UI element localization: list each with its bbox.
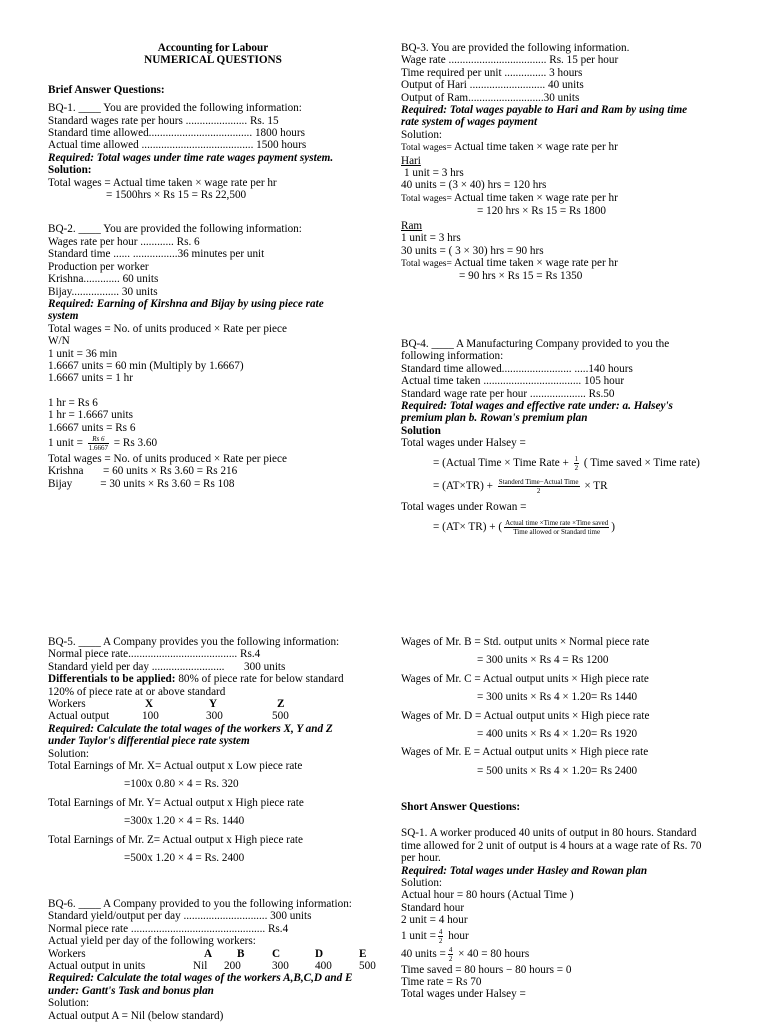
bq2-line: Bijay................. 30 units: [48, 285, 158, 298]
bq4-line: Actual time taken ................................... 105 hour: [401, 375, 625, 388]
sq1-fraction-rhs: hour: [448, 929, 469, 942]
bq6-worker-a: A: [204, 947, 213, 960]
bq4-rowan-den: Time allowed or Standard time: [513, 528, 601, 537]
bq5-block: [48, 636, 388, 864]
bq4-required: Required: Total wages and effective rate under: a. Halsey's: [401, 400, 673, 413]
right-column-top: [401, 42, 731, 283]
bq3-tw-formula: Actual time taken × wage rate per hr: [451, 191, 618, 204]
bq6-workers-row: [48, 948, 388, 960]
sq1-fraction-num: 4: [448, 945, 453, 954]
bq1-block: [48, 102, 378, 201]
bq2-fraction-num: Rs 6: [88, 435, 109, 444]
bq5-output-row: [48, 710, 388, 722]
sq1-line: Actual hour = 80 hours (Actual Time ): [401, 889, 574, 902]
sq1-fraction: [448, 946, 454, 963]
bq4-halsey-lhs: = (Actual Time × Time Rate +: [433, 456, 569, 469]
bq3-hari-line: 1 unit = 3 hrs: [404, 167, 464, 180]
bq3-solution-label: Solution:: [401, 128, 443, 141]
bq6-b-result: = 300 units × Rs 4 = Rs 1200: [477, 654, 609, 667]
sq1-fraction-rhs: × 40 = 80 hours: [458, 947, 530, 960]
bq4-line: Standard wage rate per hour .................... Rs.50: [401, 387, 615, 400]
bq2-line: Standard time ...... ................36 minutes per unit: [48, 248, 265, 261]
bq5-line: [48, 673, 388, 685]
bq4-halsey-num: Standerd Time−Actual Time: [498, 477, 579, 486]
bq2-fraction-den: 1.6667: [88, 443, 108, 452]
bq3-hari-line: 40 units = (3 × 40) hrs = 120 hrs: [401, 179, 547, 192]
bq5-solution-label: Solution:: [48, 747, 90, 760]
bq1-line: Standard time allowed..................................... 1800 hours: [48, 127, 305, 140]
sq1-fraction-lhs: 40 units =: [401, 947, 446, 960]
bq6-output-a: Nil: [193, 960, 208, 973]
sq1-line: Standard hour: [401, 901, 465, 914]
bq3-line: BQ-3. You are provided the following information.: [401, 42, 630, 54]
bq5-worker-y: Y: [209, 698, 218, 711]
bq5-y-line: Total Earnings of Mr. Y= Actual output x High piece rate: [48, 796, 304, 809]
bq1-solution-line: Total wages = Actual time taken × wage rate per hr: [48, 176, 277, 189]
bq6-required: under: Gantt's Task and bonus plan: [48, 984, 214, 997]
bq4-rowan-formula: [401, 519, 741, 536]
bq1-required: Required: Total wages under time rate wages payment system.: [48, 151, 334, 164]
bq2-line: Wages rate per hour ............ Rs. 6: [48, 235, 200, 248]
bq3-line: Output of Hari ........................... 40 units: [401, 79, 584, 92]
bq5-worker-z: Z: [277, 698, 285, 711]
bq6-cut-line: Actual output A = Nil (below standard): [48, 1009, 224, 1022]
bq4-rowan-fraction: [504, 519, 609, 536]
bq3-tw-label: Total wages=: [401, 143, 452, 154]
bq2-required: Required: Earning of Kirshna and Bijay by using piece rate: [48, 297, 324, 310]
bq6-worker-e: E: [359, 947, 367, 960]
bq4-rowan-num: Actual time ×Time rate ×Time saved: [505, 519, 609, 528]
bq3-line: Time required per unit ............... 3 hours: [401, 66, 583, 79]
bq3-ram-heading: Ram: [401, 219, 423, 232]
bq5-line: Normal piece rate....................................... Rs.4: [48, 648, 261, 661]
bq3-tw-label: Total wages=: [401, 258, 452, 269]
bq5-worker-x: X: [145, 698, 154, 711]
sq1-fraction-num: 4: [438, 927, 443, 936]
bq3-ram-line: 1 unit = 3 hrs: [401, 232, 461, 245]
bq4-rowan-heading: Total wages under Rowan =: [401, 500, 527, 513]
bq2-solution-line: 1 hr = Rs 6: [48, 396, 98, 409]
bq5-workers-row: [48, 698, 388, 710]
bq3-line: Output of Ram...........................30 units: [401, 91, 580, 104]
sq1-line: SQ-1. A worker produced 40 units of output in 80 hours. Standard: [401, 827, 697, 840]
bq4-halsey-heading: Total wages under Halsey =: [401, 437, 526, 450]
bq6-worker-d: D: [315, 947, 324, 960]
bq5-y-result: =300x 1.20 × 4 = Rs. 1440: [124, 815, 245, 828]
short-heading: Short Answer Questions:: [401, 801, 521, 813]
bq3-total-wages-line: [401, 192, 731, 205]
bq6-b-line: Wages of Mr. B = Std. output units × Normal piece rate: [401, 636, 650, 648]
bq5-x-result: =100x 0.80 × 4 = Rs. 320: [124, 778, 239, 791]
bq4-halsey-lhs: = (AT×TR) +: [433, 479, 493, 492]
bq4-line: Standard time allowed......................... .....140 hours: [401, 362, 633, 375]
bq5-line: Standard yield per day .......................... 300 units: [48, 660, 286, 673]
bq6-e-result: = 500 units × Rs 4 × 1.20= Rs 2400: [477, 764, 638, 777]
bq3-tw-formula: Actual time taken × wage rate per hr: [451, 256, 618, 269]
bq5-x-line: Total Earnings of Mr. X= Actual output x Low piece rate: [48, 760, 303, 773]
bq4-halsey-num: 1: [574, 454, 579, 463]
bq6-c-line: Wages of Mr. C = Actual output units × High piece rate: [401, 672, 649, 685]
sq1-fraction-line: [401, 928, 746, 945]
bq2-solution-line: Krishna = 60 units × Rs 3.60 = Rs 216: [48, 465, 238, 478]
bq6-required: Required: Calculate the total wages of the workers A,B,C,D and E: [48, 972, 353, 985]
page-subtitle: NUMERICAL QUESTIONS: [144, 54, 282, 67]
bq2-fraction: [88, 435, 109, 452]
bq5-differentials-text: 80% of piece rate for below standard: [175, 673, 344, 686]
sq1-line: Time rate = Rs 70: [401, 976, 482, 989]
bq6-line: Normal piece rate ................................................ Rs.4: [48, 922, 289, 935]
bq2-line: BQ-2. ____ You are provided the following information:: [48, 223, 302, 236]
bq5-z-line: Total Earnings of Mr. Z= Actual output x High piece rate: [48, 833, 304, 846]
bq1-solution-line: = 1500hrs × Rs 15 = Rs 22,500: [106, 189, 247, 202]
sq1-line: time allowed for 2 unit of output is 4 hours at a wage rate of Rs. 70: [401, 839, 702, 852]
bq2-solution-line: W/N: [48, 335, 70, 348]
bq3-ram-line: 30 units = ( 3 × 30) hrs = 90 hrs: [401, 244, 544, 257]
page-title: Accounting for Labour: [157, 42, 269, 54]
brief-heading: Brief Answer Questions:: [48, 83, 165, 96]
bq6-solution-label: Solution:: [48, 997, 90, 1010]
bq4-halsey-formula: [401, 455, 741, 472]
bq4-rowan-rhs: ): [611, 521, 616, 534]
bq5-workers-label: Workers: [48, 698, 86, 711]
bq6-worker-b: B: [237, 947, 245, 960]
bq5-line: 120% of piece rate at or above standard: [48, 685, 226, 698]
bq2-required: system: [48, 310, 79, 323]
bq5-output-z: 500: [272, 710, 289, 723]
bq5-z-result: =500x 1.20 × 4 = Rs. 2400: [124, 852, 245, 865]
bq6-workers-label: Workers: [48, 947, 86, 960]
bq6-output-row: [48, 960, 388, 972]
bq1-line: BQ-1. ____ You are provided the following information:: [48, 102, 302, 115]
bq6-line: Standard yield/output per day .............................. 300 units: [48, 910, 312, 923]
bq5-output-label: Actual output: [48, 710, 110, 723]
bq2-solution-line: 1.6667 units = Rs 6: [48, 421, 136, 434]
bq6-line: BQ-6. ____ A Company provided to you the following information:: [48, 898, 352, 910]
bq6-e-line: Wages of Mr. E = Actual output units × High piece rate: [401, 746, 649, 759]
bq2-block: [48, 223, 378, 490]
sq1-line: per hour.: [401, 852, 441, 865]
bq6-output-e: 500: [359, 960, 376, 973]
bq3-tw-label: Total wages=: [401, 193, 452, 204]
bq2-solution-line: 1.6667 units = 60 min (Multiply by 1.6667): [48, 359, 244, 372]
bq4-rowan-lhs: = (AT× TR) + (: [433, 521, 503, 534]
bq5-differentials-label: Differentials to be applied:: [48, 673, 176, 686]
bq6-output-b: 200: [224, 960, 241, 973]
bq4-solution-label: Solution: [401, 424, 441, 437]
bq2-solution-line: 1 unit = 36 min: [48, 347, 118, 360]
sq1-fraction-den: 2: [438, 936, 443, 945]
bq3-ram-result: = 90 hrs × Rs 15 = Rs 1350: [459, 270, 583, 283]
bq6-output-d: 400: [315, 960, 332, 973]
bq3-total-wages-line: [401, 257, 731, 270]
bq6-line: Actual yield per day of the following workers:: [48, 935, 256, 948]
bq6-output-label: Actual output in units: [48, 960, 146, 973]
bq4-halsey-den: 2: [536, 486, 541, 495]
bq5-required: Required: Calculate the total wages of the workers X, Y and Z: [48, 722, 333, 735]
bq1-line: Actual time allowed ........................................ 1500 hours: [48, 139, 307, 152]
bq2-fraction-rhs: = Rs 3.60: [113, 437, 158, 450]
bq6-worker-c: C: [272, 947, 281, 960]
bq3-line: Wage rate ................................... Rs. 15 per hour: [401, 54, 619, 67]
bq5-output-y: 300: [206, 710, 223, 723]
sq1-fraction-lhs: 1 unit =: [401, 929, 436, 942]
sq1-solution-label: Solution:: [401, 877, 443, 890]
bq6-solution-block: [401, 636, 741, 777]
bq4-halsey-formula: [401, 478, 741, 495]
bq4-block: [401, 338, 741, 536]
bq6-output-c: 300: [272, 960, 289, 973]
sq1-line: Time saved = 80 hours − 80 hours = 0: [401, 963, 572, 976]
sq1-line: Total wages under Halsey =: [401, 988, 526, 1001]
bq5-required: under Taylor's differential piece rate system: [48, 735, 250, 748]
bq3-block: [401, 42, 731, 283]
bq2-solution-line: Total wages = No. of units produced × Rate per piece: [48, 322, 287, 335]
bq4-halsey-rhs: × TR: [584, 479, 608, 492]
bq2-solution-line: 1.6667 units = 1 hr: [48, 372, 133, 385]
bq4-halsey-den: 2: [574, 463, 579, 472]
bq4-line: following information:: [401, 350, 504, 363]
bq3-hari-result: = 120 hrs × Rs 15 = Rs 1800: [477, 205, 606, 218]
sq1-block: [401, 801, 746, 1001]
sq1-line: 2 unit = 4 hour: [401, 914, 468, 927]
bq5-output-x: 100: [142, 710, 159, 723]
sq1-required: Required: Total wages under Hasley and Rowan plan: [401, 864, 648, 877]
bq4-required: premium plan b. Rowan's premium plan: [401, 412, 588, 425]
bq3-hari-heading: Hari: [401, 154, 421, 167]
bq6-d-line: Wages of Mr. D = Actual output units × High piece rate: [401, 709, 650, 722]
bq6-c-result: = 300 units × Rs 4 × 1.20= Rs 1440: [477, 691, 638, 704]
bq2-solution-line: Bijay = 30 units × Rs 3.60 = Rs 108: [48, 477, 235, 490]
bq3-required: Required: Total wages payable to Hari and Ram by using time: [401, 104, 688, 117]
sq1-fraction-den: 2: [448, 954, 453, 963]
bq1-line: Standard wages rate per hours ...................... Rs. 15: [48, 114, 279, 127]
bq4-line: BQ-4. ____ A Manufacturing Company provided to you the: [401, 338, 670, 350]
bq4-halsey-fraction: [574, 455, 580, 472]
left-column: [48, 42, 378, 490]
bq6-d-result: = 400 units × Rs 4 × 1.20= Rs 1920: [477, 728, 638, 741]
bq3-required: rate system of wages payment: [401, 116, 538, 129]
bq6-block: [48, 898, 388, 1022]
bq3-total-wages-line: [401, 141, 731, 154]
sq1-fraction: [438, 928, 444, 945]
bq2-line: Krishna............. 60 units: [48, 273, 159, 286]
bq3-tw-formula: Actual time taken × wage rate per hr: [451, 141, 618, 154]
bq2-solution-line: Total wages = No. of units produced × Rate per piece: [48, 452, 287, 465]
bq4-halsey-rhs: ( Time saved × Time rate): [583, 456, 700, 469]
bq2-fraction-line: [48, 435, 378, 452]
bq2-fraction-lhs: 1 unit =: [48, 437, 83, 450]
bq4-halsey-fraction: [498, 478, 580, 495]
bq1-solution-label: Solution:: [48, 164, 92, 177]
bq2-line: Production per worker: [48, 260, 149, 273]
bq5-line: BQ-5. ____ A Company provides you the following information:: [48, 636, 340, 648]
sq1-fraction-line: [401, 946, 746, 963]
bq2-solution-line: 1 hr = 1.6667 units: [48, 409, 133, 422]
